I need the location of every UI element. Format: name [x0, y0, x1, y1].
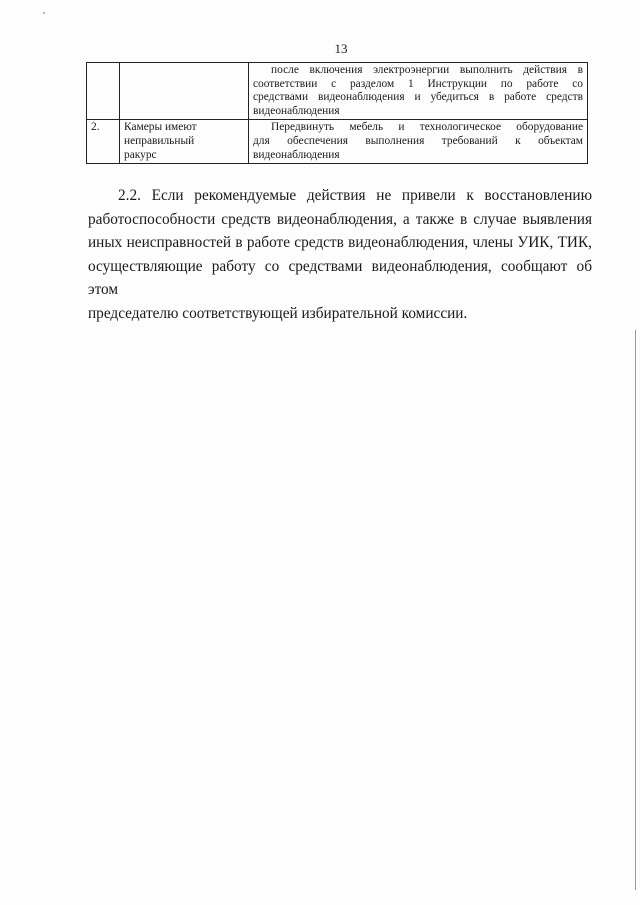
scan-speck — [43, 12, 45, 14]
table-text-line: для обеспечения выполнения требований к объектам — [253, 134, 583, 147]
page-number: 13 — [334, 41, 348, 56]
table-text-line: ракурс — [124, 148, 157, 161]
table-text-line: после включения электроэнергии выполнить действия в — [271, 64, 583, 76]
table-cell-action — [249, 120, 588, 164]
paragraph-line: работоспособности средств видеонаблюдения, а также в случае выявления — [88, 210, 592, 228]
table-text-line: видеонаблюдения — [253, 104, 340, 117]
table-row — [87, 120, 588, 164]
table-row — [87, 63, 588, 120]
table-cell-issue — [120, 63, 249, 120]
table-cell-number — [87, 63, 120, 120]
table-cell-number: 2. — [87, 120, 120, 164]
paragraph-line: осуществляющие работу со средствами видеонаблюдения, сообщают об этом — [88, 257, 592, 299]
table-cell-issue — [120, 120, 249, 164]
table-text-line: Передвинуть мебель и технологическое оборудование — [271, 121, 583, 134]
table-cell-action — [249, 63, 588, 120]
scan-edge-line — [635, 330, 636, 890]
table-text-line: неправильный — [124, 134, 195, 147]
table-text-line: Камеры имеют — [124, 121, 197, 134]
table-text-line: соответствии с разделом 1 Инструкции по работе со — [253, 77, 583, 90]
table-text-line: средствами видеонаблюдения и убедиться в работе средств — [253, 91, 583, 104]
table-text-line: видеонаблюдения — [253, 148, 340, 161]
troubleshooting-table — [86, 62, 588, 164]
body-paragraph — [88, 184, 592, 326]
paragraph-line: иных неисправностей в работе средств видеонаблюдения, члены УИК, ТИК, — [88, 234, 592, 252]
paragraph-line: председателю соответствующей избирательной комиссии. — [88, 304, 468, 322]
paragraph-line: 2.2. Если рекомендуемые действия не привели к восстановлению — [118, 187, 592, 204]
